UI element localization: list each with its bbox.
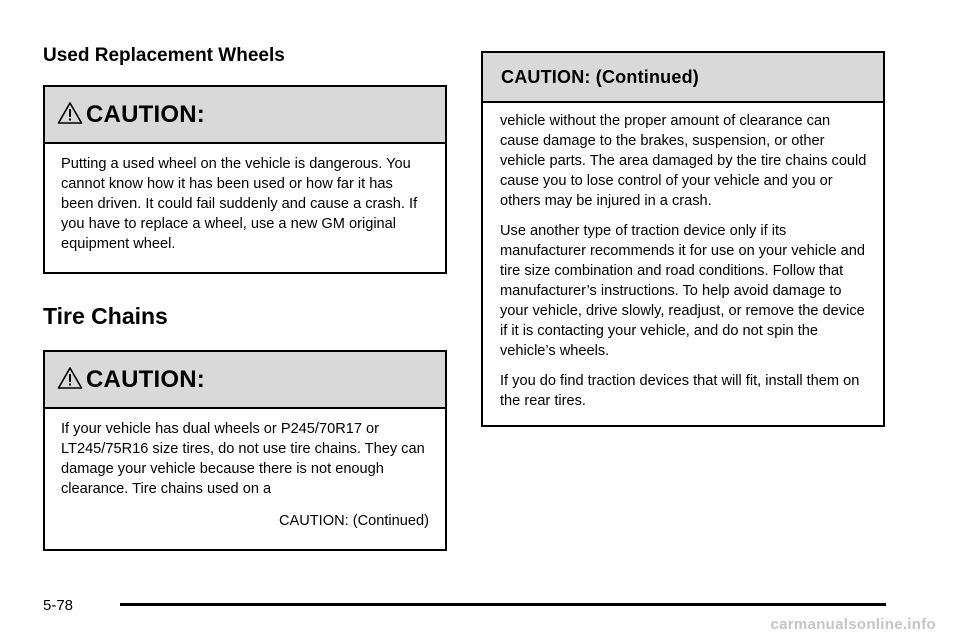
left-column (43, 44, 447, 551)
caution-box-continued (481, 51, 885, 427)
heading-tire-chains: Tire Chains (43, 303, 168, 329)
caution-continued-header (483, 53, 883, 103)
caution-header (45, 352, 445, 409)
right-column (481, 51, 885, 427)
paragraph: vehicle without the proper amount of clearance can cause damage to the brakes, suspension, or other vehicle parts. The area damaged by the tire chains could cause you to lose control of your vehicle and you or others may be injured in a crash. (500, 113, 867, 209)
caution-box-tire-chains (43, 350, 447, 551)
warning-triangle-icon (57, 366, 83, 390)
caution-title: CAUTION: (86, 100, 205, 128)
caution-title: CAUTION: (86, 365, 205, 393)
heading-used-replacement-wheels: Used Replacement Wheels (43, 45, 285, 66)
caution-continued-label: CAUTION: (Continued) (278, 513, 429, 529)
caution-text: If your vehicle has dual wheels or P245/70R17 or LT245/75R16 size tires, do not use tire chains. They can damage your vehicle because there is not enough clearance. Tire chains used on a (61, 421, 425, 497)
caution-text: Putting a used wheel on the vehicle is dangerous. You cannot know how it has been used or how far it has been driven. It could fail suddenly and cause a crash. If you have to replace a wheel, use a new GM original equipment wheel. (61, 156, 418, 252)
caution-body (45, 144, 445, 272)
paragraph: Use another type of traction device only if its manufacturer recommends it for use on your vehicle and tire size combination and road conditions. Follow that manufacturer’s instructions. To help avoid damage to your vehicle, drive slowly, readjust, or remove the device if it is contacting your vehicle, and do not spin the vehicle’s wheels. (500, 223, 866, 359)
paragraph: If you do find traction devices that will fit, install them on the rear tires. (500, 373, 860, 409)
caution-box-used-wheels (43, 85, 447, 274)
footer-rule (120, 603, 886, 606)
watermark: carmanualsonline.info (770, 616, 936, 633)
caution-header (45, 87, 445, 144)
caution-body (45, 409, 445, 549)
page-number: 5-78 (43, 597, 74, 614)
warning-triangle-icon (57, 101, 83, 125)
caution-continued-body (483, 103, 883, 425)
caution-continued-title: CAUTION: (Continued) (501, 66, 699, 87)
